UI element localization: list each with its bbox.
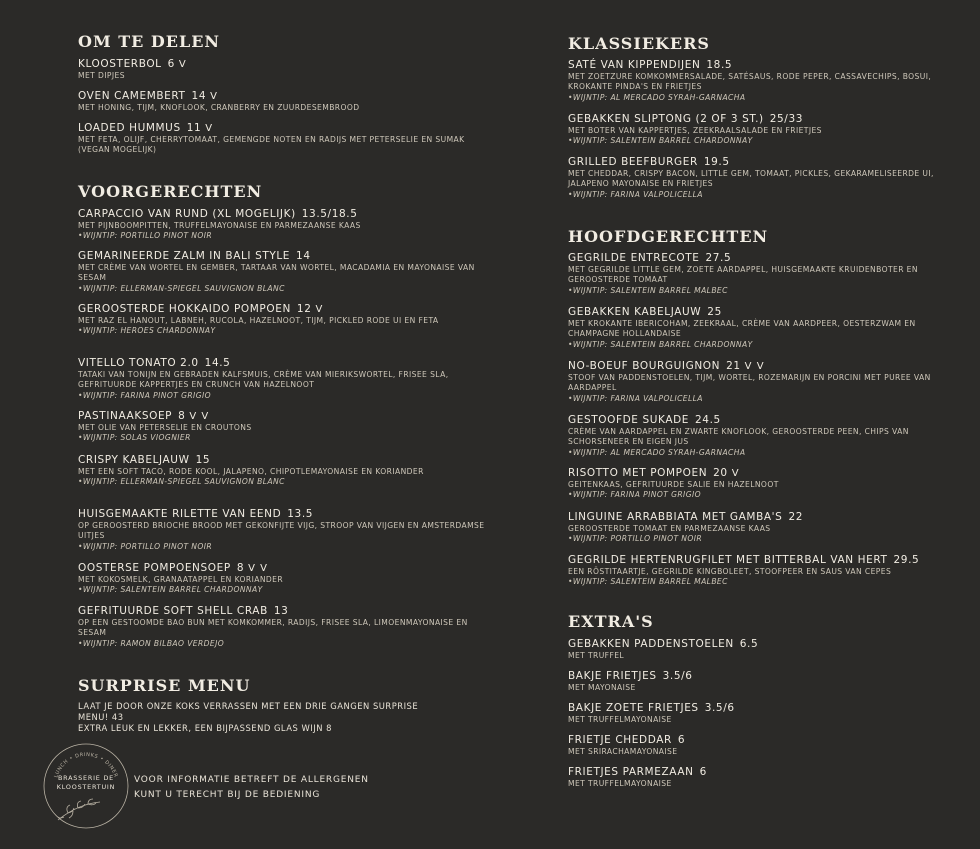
wine-tip: •WIJNTIP: PORTILLO PINOT NOIR: [78, 541, 213, 551]
item-name: GESTOOFDE SUKADE: [568, 414, 690, 426]
wine-tip: •WIJNTIP: PORTILLO PINOT NOIR: [568, 534, 703, 544]
item-description: MET ZOETZURE KOMKOMMERSALADE, SATÉSAUS, RODE PEPER, CASSAVECHIPS, BOSUI, KROKANTE PINDA'S EN FRIETJES: [568, 72, 932, 92]
item-price: 3.5/6: [662, 670, 693, 682]
menu-item-sliptong: [568, 113, 948, 147]
item-description: MET CHEDDAR, CRISPY BACON, LITTLE GEM, TOMAAT, PICKLES, GEKARAMELISEERDE UI, JALAPENO MAYONAISE EN FRIETJES: [568, 169, 934, 189]
vegetarian-icon: V: [205, 123, 214, 134]
item-price: 27.5: [705, 252, 732, 264]
wine-tip: •WIJNTIP: SALENTEIN BARREL CHARDONNAY: [568, 339, 753, 349]
menu-item-risotto: [568, 467, 948, 501]
section-title-voorgerechten: VOORGERECHTEN: [78, 182, 263, 201]
menu-item-no-boeuf: [568, 360, 948, 404]
wine-tip: •WIJNTIP: PORTILLO PINOT NOIR: [78, 231, 213, 241]
item-description: MET TRUFFEL: [568, 651, 625, 660]
wine-tip: •WIJNTIP: FARINA PINOT GRIGIO: [568, 490, 701, 500]
allergy-line: KUNT U TERECHT BIJ DE BEDIENING: [134, 790, 321, 800]
item-name: OOSTERSE POMPOENSOEP: [78, 562, 231, 574]
item-name: SATÉ VAN KIPPENDIJEN: [568, 59, 701, 71]
item-description: STOOF VAN PADDENSTOELEN, TIJM, WORTEL, ROZEMARIJN EN PORCINI MET PUREE VAN AARDAPPEL: [568, 373, 931, 393]
menu-item-loaded-hummus: [78, 122, 498, 156]
menu-item-hertenrugfilet: [568, 554, 948, 588]
menu-item-beefburger: [568, 156, 948, 200]
menu-item-rilette: [78, 508, 498, 552]
item-price: 8: [236, 562, 245, 574]
item-price: 11: [186, 122, 202, 134]
item-name: GEBAKKEN PADDENSTOELEN: [568, 638, 734, 650]
menu-item-frietjes-parmezaan: [568, 766, 948, 789]
item-description: GEITENKAAS, GEFRITUURDE SALIE EN HAZELNOOT: [568, 480, 779, 489]
menu-item-zalm: [78, 250, 498, 294]
item-name: GEGRILDE HERTENRUGFILET MET BITTERBAL VAN HERT: [568, 554, 888, 566]
item-price: 22: [788, 511, 803, 523]
item-price: 6.5: [739, 638, 759, 650]
menu-item-oosterse-pompoensoep: [78, 562, 498, 596]
item-name: GEMARINEERDE ZALM IN BALI STYLE: [78, 250, 291, 262]
item-price: 15: [195, 454, 211, 466]
item-description: MET TRUFFELMAYONAISE: [568, 715, 672, 724]
item-name: GRILLED BEEFBURGER: [568, 156, 698, 168]
section-title-extras: EXTRA'S: [568, 612, 654, 631]
item-price: 8: [178, 410, 186, 422]
item-name: GEBAKKEN SLIPTONG (2 OF 3 ST.): [568, 113, 764, 125]
item-description: MET KROKANTE IBERICOHAM, ZEEKRAAL, CRÈME VAN AARDPEER, OESTERZWAM EN CHAMPAGNE HOLLANDAISE: [568, 319, 916, 339]
logo-name-line1: BRASSERIE DE: [57, 774, 115, 782]
section-title-surprise-menu: SURPRISE MENU: [78, 676, 251, 695]
vegan-icon: V V: [189, 411, 210, 422]
leaf-branch-icon: [58, 799, 100, 820]
item-name: PASTINAAKSOEP: [78, 410, 173, 422]
item-price: 6: [167, 58, 175, 70]
item-description: MET CRÈME VAN WORTEL EN GEMBER, TARTAAR VAN WORTEL, MACADAMIA EN MAYONAISE VAN SESAM: [78, 263, 475, 283]
menu-item-vitello-tonato: [78, 357, 498, 401]
item-description: MET SRIRACHAMAYONAISE: [568, 747, 678, 756]
item-price: 25: [707, 306, 722, 318]
item-description: OP GEROOSTERD BRIOCHE BROOD MET GEKONFIJTE VIJG, STROOP VAN VIJGEN EN AMSTERDAMSE UITJES: [78, 521, 485, 541]
item-description: MET PIJNBOOMPITTEN, TRUFFELMAYONAISE EN PARMEZAANSE KAAS: [78, 221, 361, 230]
item-price: 14: [191, 90, 207, 102]
item-name: GEROOSTERDE HOKKAIDO POMPOEN: [78, 303, 291, 315]
menu-item-oven-camembert: [78, 90, 498, 113]
wine-tip: •WIJNTIP: RAMON BILBAO VERDEJO: [78, 638, 225, 648]
item-description: OP EEN GESTOOMDE BAO BUN MET KOMKOMMER, RADIJS, FRISEE SLA, LIMOENMAYONAISE EN SESAM: [78, 618, 468, 638]
item-name: FRIETJE CHEDDAR: [568, 734, 672, 746]
menu-item-kloosterbol: [78, 58, 498, 81]
item-name: NO-BOEUF BOURGUIGNON: [568, 360, 721, 372]
vegetarian-icon: V: [210, 91, 218, 102]
section-title-om-te-delen: OM TE DELEN: [78, 32, 221, 51]
item-price: 6: [699, 766, 707, 778]
item-price: 21: [726, 360, 741, 372]
item-description: MET HONING, TIJM, KNOFLOOK, CRANBERRY EN ZUURDESEMBROOD: [78, 103, 360, 112]
item-description: GEROOSTERDE TOMAAT EN PARMEZAANSE KAAS: [568, 524, 771, 533]
item-price: 29.5: [893, 554, 920, 566]
item-description: MET OLIE VAN PETERSELIE EN CROUTONS: [78, 423, 252, 432]
item-description: MET FETA, OLIJF, CHERRYTOMAAT, GEMENGDE NOTEN EN RADIJS MET PETERSELIE EN SUMAK (VEGAN MOGELIJK): [78, 135, 465, 155]
allergy-line: VOOR INFORMATIE BETREFT DE ALLERGENEN: [134, 775, 369, 785]
menu-item-sate: [568, 59, 948, 103]
item-description: MET BOTER VAN KAPPERTJES, ZEEKRAALSALADE EN FRIETJES: [568, 126, 822, 135]
wine-tip: •WIJNTIP: FARINA VALPOLICELLA: [568, 189, 703, 199]
item-name: GEFRITUURDE SOFT SHELL CRAB: [78, 605, 268, 617]
vegan-icon: V V: [248, 563, 268, 574]
item-price: 14: [296, 250, 311, 262]
item-name: LINGUINE ARRABBIATA MET GAMBA'S: [568, 511, 783, 523]
brasserie-logo: [42, 742, 130, 830]
item-price: 14.5: [204, 357, 231, 369]
section-title-klassiekers: KLASSIEKERS: [568, 34, 710, 53]
surprise-menu-line: LAAT JE DOOR ONZE KOKS VERRASSEN MET EEN DRIE GANGEN SURPRISE MENU! 43: [78, 701, 419, 722]
item-name: CRISPY KABELJAUW: [78, 454, 190, 466]
item-name: FRIETJES PARMEZAAN: [568, 766, 694, 778]
surprise-menu-text: [78, 701, 438, 734]
vegan-icon: V V: [744, 361, 765, 372]
item-description: MET GEGRILDE LITTLE GEM, ZOETE AARDAPPEL, HUISGEMAAKTE KRUIDENBOTER EN GEROOSTERDE TOMAAT: [568, 265, 918, 285]
surprise-wine-line: EXTRA LEUK EN LEKKER, EEN BIJPASSEND GLAS WIJN 8: [78, 723, 332, 733]
item-name: GEBAKKEN KABELJAUW: [568, 306, 702, 318]
menu-item-bakje-frietjes: [568, 670, 948, 693]
menu-item-hokkaido-pompoen: [78, 303, 498, 337]
item-description: MET RAZ EL HANOUT, LABNEH, RUCOLA, HAZELNOOT, TIJM, PICKLED RODE UI EN FETA: [78, 316, 439, 325]
menu-item-paddenstoelen: [568, 638, 948, 661]
item-name: KLOOSTERBOL: [78, 58, 162, 70]
wine-tip: •WIJNTIP: ELLERMAN-SPIEGEL SAUVIGNON BLANC: [78, 283, 285, 293]
item-price: 12: [296, 303, 312, 315]
item-description: MET DIPJES: [78, 71, 125, 80]
item-name: HUISGEMAAKTE RILETTE VAN EEND: [78, 508, 282, 520]
item-name: BAKJE ZOETE FRIETJES: [568, 702, 699, 714]
item-description: CRÈME VAN AARDAPPEL EN ZWARTE KNOFLOOK, GEROOSTERDE PEEN, CHIPS VAN SCHORSENEER EN EIGEN JUS: [568, 427, 909, 447]
wine-tip: •WIJNTIP: SALENTEIN BARREL MALBEC: [568, 285, 728, 295]
item-description: MET KOKOSMELK, GRANAATAPPEL EN KORIANDER: [78, 575, 284, 584]
item-price: 25/33: [769, 113, 804, 125]
menu-item-crispy-kabeljauw: [78, 454, 498, 488]
wine-tip: •WIJNTIP: AL MERCADO SYRAH-GARNACHA: [568, 92, 746, 102]
section-title-hoofdgerechten: HOOFDGERECHTEN: [568, 227, 769, 246]
item-description: MET TRUFFELMAYONAISE: [568, 779, 672, 788]
wine-tip: •WIJNTIP: SALENTEIN BARREL MALBEC: [568, 577, 728, 587]
wine-tip: •WIJNTIP: ELLERMAN-SPIEGEL SAUVIGNON BLANC: [78, 477, 285, 487]
wine-tip: •WIJNTIP: SALENTEIN BARREL CHARDONNAY: [78, 585, 263, 595]
menu-item-gebakken-kabeljauw: [568, 306, 948, 350]
menu-item-zoete-frietjes: [568, 702, 948, 725]
item-description: TATAKI VAN TONIJN EN GEBRADEN KALFSMUIS, CRÈME VAN MIERIKSWORTEL, FRISEE SLA, GEFRITUURDE KAPPERTJES EN CRUNCH VAN HAZELNOOT: [78, 370, 449, 390]
menu-item-entrecote: [568, 252, 948, 296]
item-name: OVEN CAMEMBERT: [78, 90, 186, 102]
wine-tip: •WIJNTIP: AL MERCADO SYRAH-GARNACHA: [568, 447, 746, 457]
logo-top-text: LUNCH • DRINKS • DINER: [53, 751, 119, 779]
item-price: 13.5: [287, 508, 314, 520]
logo-name-line2: KLOOSTERTUIN: [56, 783, 116, 791]
item-price: 19.5: [703, 156, 730, 168]
menu-item-linguine: [568, 511, 948, 545]
allergy-info: [134, 773, 394, 803]
vegetarian-icon: V: [178, 59, 187, 70]
wine-tip: •WIJNTIP: FARINA VALPOLICELLA: [568, 393, 703, 403]
menu-item-pastinaaksoep: [78, 410, 498, 444]
menu-item-soft-shell-crab: [78, 605, 498, 649]
item-description: MET EEN SOFT TACO, RODE KOOL, JALAPENO, CHIPOTLEMAYONAISE EN KORIANDER: [78, 467, 424, 476]
item-name: BAKJE FRIETJES: [568, 670, 657, 682]
wine-tip: •WIJNTIP: FARINA PINOT GRIGIO: [78, 390, 211, 400]
item-price: 24.5: [695, 414, 721, 426]
wine-tip: •WIJNTIP: HEROES CHARDONNAY: [78, 326, 216, 336]
wine-tip: •WIJNTIP: SOLAS VIOGNIER: [78, 433, 191, 443]
item-name: GEGRILDE ENTRECOTE: [568, 252, 700, 264]
item-name: CARPACCIO VAN RUND (XL MOGELIJK): [78, 208, 296, 220]
item-name: VITELLO TONATO 2.0: [78, 357, 199, 369]
item-description: EEN RÖSTITAARTJE, GEGRILDE KINGBOLEET, STOOFPEER EN SAUS VAN CEPES: [568, 567, 892, 576]
item-name: RISOTTO MET POMPOEN: [568, 467, 708, 479]
item-price: 6: [677, 734, 686, 746]
item-price: 3.5/6: [704, 702, 735, 714]
menu-item-sukade: [568, 414, 948, 458]
vegetarian-icon: V: [731, 468, 740, 479]
item-name: LOADED HUMMUS: [78, 122, 181, 134]
item-price: 13.5/18.5: [301, 208, 358, 220]
item-description: MET MAYONAISE: [568, 683, 636, 692]
vegetarian-icon: V: [315, 304, 324, 315]
wine-tip: •WIJNTIP: SALENTEIN BARREL CHARDONNAY: [568, 136, 753, 146]
item-price: 18.5: [706, 59, 733, 71]
menu-item-carpaccio: [78, 208, 498, 242]
item-price: 13: [273, 605, 289, 617]
item-price: 20: [713, 467, 728, 479]
menu-item-frietje-cheddar: [568, 734, 948, 757]
